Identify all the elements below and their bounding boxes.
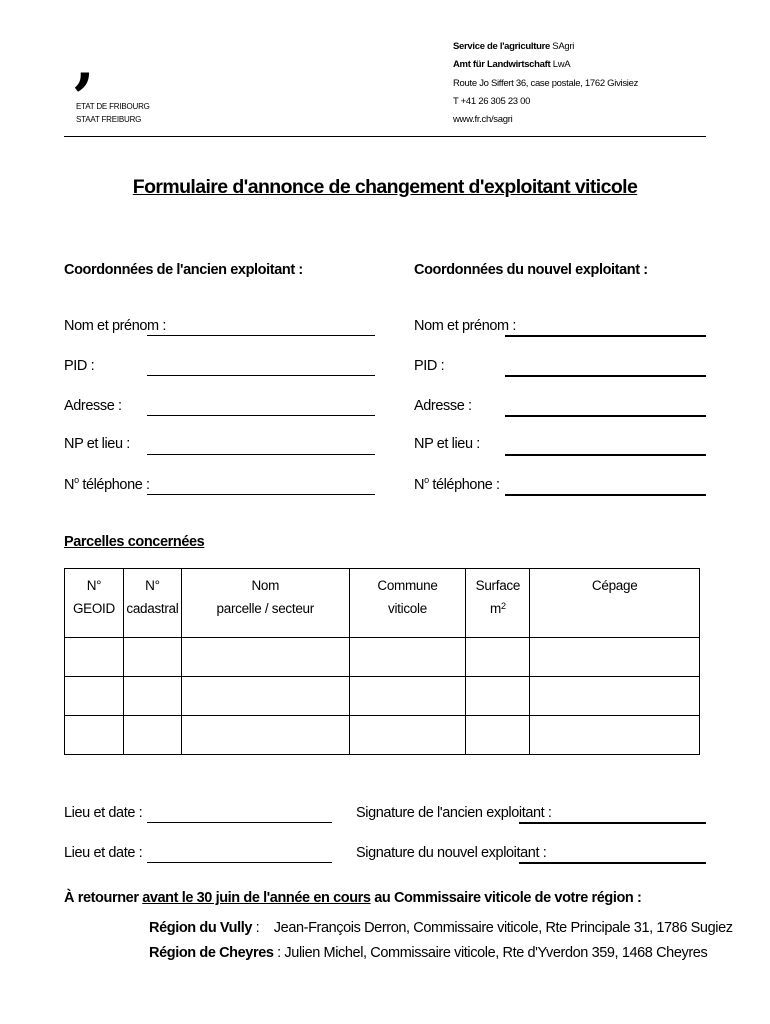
col-parcel-name-line1: Nom	[251, 578, 280, 593]
service-line	[453, 38, 574, 56]
col-commune	[349, 569, 466, 638]
place-date-field-2[interactable]	[147, 862, 332, 863]
old-phone-label-prefix: N	[64, 477, 75, 493]
table-cell[interactable]	[65, 677, 124, 716]
table-cell[interactable]	[349, 677, 466, 716]
table-cell[interactable]	[530, 638, 700, 677]
table-cell[interactable]	[65, 716, 124, 755]
service-address: Route Jo Siffert 36, case postale, 1762 Givisiez	[453, 78, 639, 89]
header-divider	[64, 136, 706, 137]
new-signature-field[interactable]	[519, 862, 706, 864]
region-vully-text: : Jean-François Derron, Commissaire viticole, Rte Principale 31, 1786 Sugiez	[252, 920, 733, 936]
parcels-heading: Parcelles concernées	[64, 534, 205, 550]
old-pid-label: PID :	[64, 358, 95, 374]
old-phone-label-sup: o	[74, 475, 79, 485]
table-row	[65, 677, 700, 716]
logo-text-line1: ETAT DE FRIBOURG	[76, 102, 150, 111]
new-pid-field[interactable]	[505, 375, 706, 377]
new-np-field[interactable]	[505, 454, 706, 456]
service-name: Service de l'agriculture	[453, 41, 550, 52]
amt-name: Amt für Landwirtschaft	[453, 59, 551, 70]
col-geoid	[65, 569, 124, 638]
table-row	[65, 716, 700, 755]
table-cell[interactable]	[123, 638, 181, 677]
old-np-label: NP et lieu :	[64, 436, 130, 452]
return-deadline: avant le 30 juin de l'année en cours	[142, 890, 371, 906]
new-phone-field[interactable]	[505, 494, 706, 496]
return-suffix: au Commissaire viticole de votre région :	[370, 890, 642, 906]
amt-line	[453, 56, 570, 74]
col-surface-line2: m	[490, 601, 501, 616]
old-signature-field[interactable]	[519, 822, 706, 824]
new-phone-label-prefix: N	[414, 477, 425, 493]
table-cell[interactable]	[181, 638, 349, 677]
logo-text-line2: STAAT FREIBURG	[76, 115, 142, 124]
service-phone: T +41 26 305 23 00	[453, 96, 531, 107]
old-np-field[interactable]	[147, 454, 375, 455]
old-pid-field[interactable]	[147, 375, 375, 376]
table-cell[interactable]	[181, 716, 349, 755]
old-name-field[interactable]	[147, 335, 375, 336]
old-address-label: Adresse :	[64, 398, 122, 414]
table-cell[interactable]	[466, 716, 530, 755]
new-name-field[interactable]	[505, 335, 706, 337]
old-signature-label: Signature de l'ancien exploitant :	[356, 805, 552, 821]
old-phone-label-suffix: téléphone :	[78, 477, 150, 493]
amt-abbr: LwA	[550, 59, 571, 70]
col-cadastral-line1: N°	[145, 578, 160, 593]
place-date-label-2: Lieu et date :	[64, 845, 143, 861]
region-vully	[149, 920, 733, 936]
table-cell[interactable]	[65, 638, 124, 677]
region-cheyres-text: : Julien Michel, Commissaire viticole, Rte d'Yverdon 359, 1468 Cheyres	[273, 945, 708, 961]
table-cell[interactable]	[349, 716, 466, 755]
col-cepage	[530, 569, 700, 638]
new-address-field[interactable]	[505, 415, 706, 417]
old-name-label: Nom et prénom :	[64, 318, 166, 334]
new-phone-label-sup: o	[424, 475, 429, 485]
col-commune-line1: Commune	[377, 578, 438, 593]
table-cell[interactable]	[181, 677, 349, 716]
new-name-label: Nom et prénom :	[414, 318, 516, 334]
new-pid-label: PID :	[414, 358, 445, 374]
logo-mark: ,	[74, 27, 95, 97]
parcels-header-row	[65, 569, 700, 638]
form-title: Formulaire d'annonce de changement d'exploitant viticole	[132, 176, 638, 198]
col-cepage-label: Cépage	[591, 578, 638, 593]
table-cell[interactable]	[530, 677, 700, 716]
new-phone-label	[414, 477, 500, 493]
parcels-table	[64, 568, 700, 755]
new-phone-label-suffix: téléphone :	[428, 477, 500, 493]
table-cell[interactable]	[123, 716, 181, 755]
table-cell[interactable]	[530, 716, 700, 755]
return-instructions	[64, 890, 641, 906]
place-date-field-1[interactable]	[147, 822, 332, 823]
region-cheyres	[149, 945, 707, 961]
new-address-label: Adresse :	[414, 398, 472, 414]
col-cadastral	[123, 569, 181, 638]
table-cell[interactable]	[466, 638, 530, 677]
service-web: www.fr.ch/sagri	[453, 114, 513, 125]
col-parcel-name	[181, 569, 349, 638]
old-address-field[interactable]	[147, 415, 375, 416]
table-cell[interactable]	[349, 638, 466, 677]
place-date-label-1: Lieu et date :	[64, 805, 143, 821]
col-surface-line1: Surface	[475, 578, 521, 593]
old-phone-label	[64, 477, 150, 493]
col-parcel-name-line2: parcelle / secteur	[216, 601, 314, 616]
table-row	[65, 638, 700, 677]
region-cheyres-name: Région de Cheyres	[149, 945, 274, 961]
col-geoid-label: N° GEOID	[72, 578, 115, 616]
old-operator-heading: Coordonnées de l'ancien exploitant :	[64, 262, 303, 278]
table-cell[interactable]	[466, 677, 530, 716]
table-cell[interactable]	[123, 677, 181, 716]
new-np-label: NP et lieu :	[414, 436, 480, 452]
service-abbr: SAgri	[549, 41, 575, 52]
col-commune-line2: viticole	[388, 601, 427, 616]
col-surface-sup: 2	[500, 601, 506, 611]
new-signature-label: Signature du nouvel exploitant :	[356, 845, 547, 861]
new-operator-heading: Coordonnées du nouvel exploitant :	[414, 262, 648, 278]
col-surface	[466, 569, 530, 638]
old-phone-field[interactable]	[147, 494, 375, 495]
col-cadastral-line2: cadastral	[126, 601, 179, 616]
return-prefix: À retourner	[64, 890, 143, 906]
region-vully-name: Région du Vully	[149, 920, 253, 936]
